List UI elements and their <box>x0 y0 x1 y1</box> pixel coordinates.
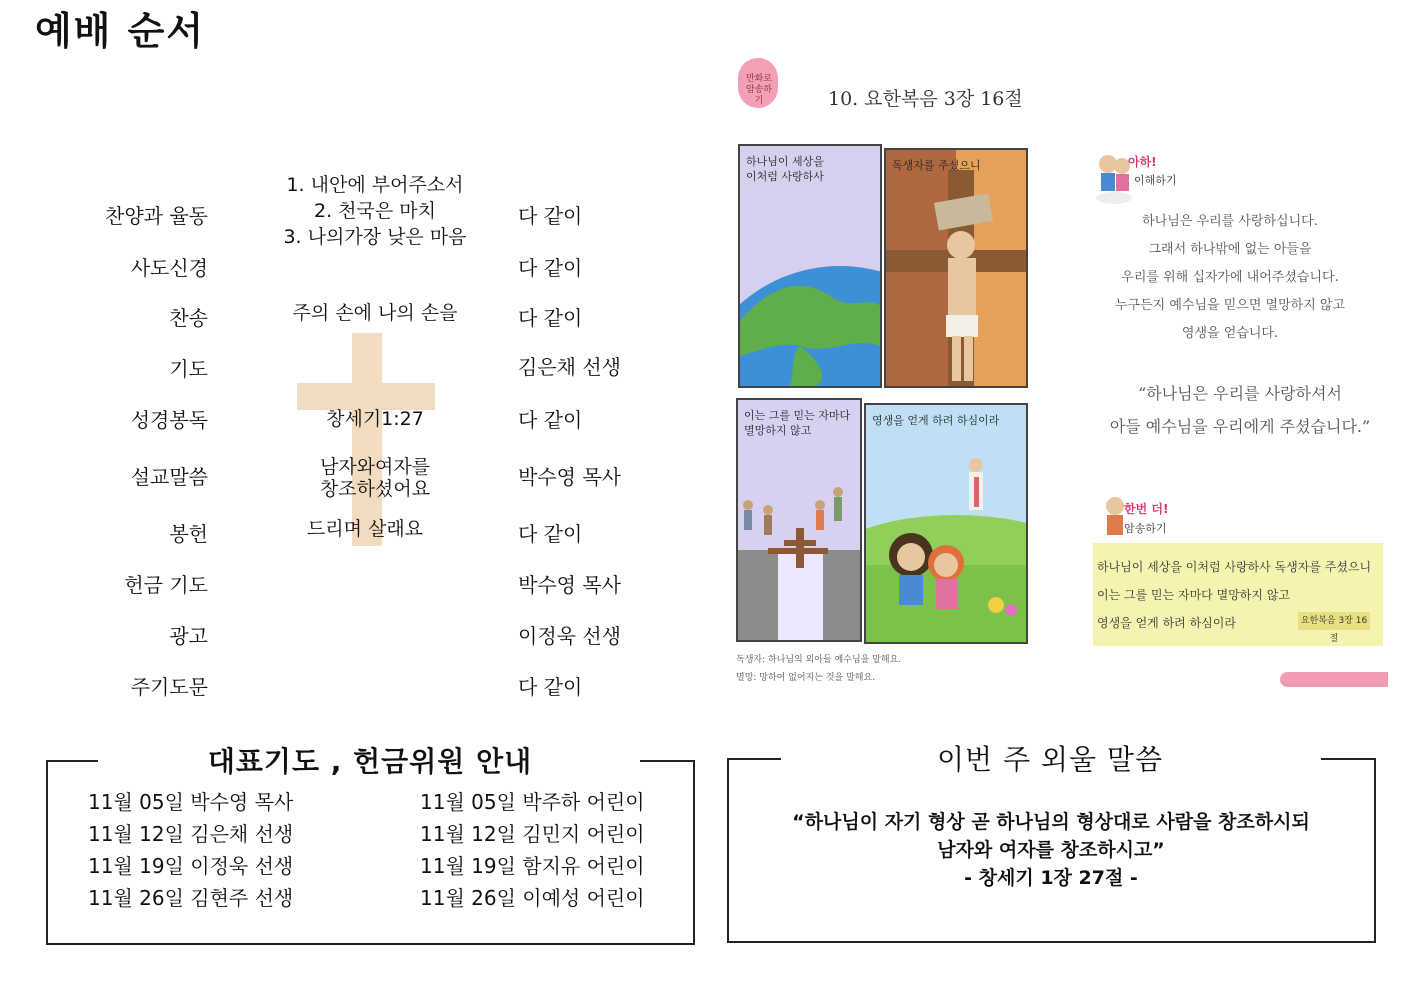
key-quote-line: “하나님은 우리를 사랑하셔서 <box>1138 384 1342 403</box>
row-label: 찬양과 율동 <box>105 204 208 228</box>
row-label: 성경봉독 <box>130 408 208 432</box>
box-top-right-line <box>640 760 693 762</box>
row-leader: 다 같이 <box>518 522 583 546</box>
row-mid: 창세기1:27 <box>326 408 424 430</box>
recite-line: 하나님이 세상을 이처럼 사랑하사 독생자를 주셨으니 <box>1097 560 1372 574</box>
row-leader: 박수영 목사 <box>518 465 621 489</box>
recite-tag: 한번 더! <box>1124 502 1169 516</box>
panel-caption: 이는 그를 믿는 자마다 멸망하지 않고 <box>744 409 851 437</box>
row-leader: 박수영 목사 <box>518 573 621 597</box>
row-mid: 드리며 살래요 <box>306 518 424 540</box>
row-label: 사도신경 <box>130 256 208 280</box>
schedule-item: 11월 19일 이정욱 선생 <box>88 854 294 878</box>
song-line: 2. 천국은 마치 <box>314 200 436 222</box>
worship-title: 예배 순서 <box>34 9 206 53</box>
song-line: 1. 내안에 부어주소서 <box>286 174 464 196</box>
row-label: 설교말씀 <box>130 465 208 489</box>
crucifixion-illustration <box>886 150 1026 386</box>
understand-label: 이해하기 <box>1134 174 1177 187</box>
comic-panel-cross <box>884 148 1028 388</box>
understand-text: 하나님은 우리를 사랑하십니다. 그래서 하나밖에 없는 아들을 우리를 위해 십자가에 내어주셨습니다. 누구든지 예수님을 믿으면 멸망하지 않고 영생을 얻습니다. <box>1114 214 1345 341</box>
row-leader: 다 같이 <box>518 408 583 432</box>
verse-box-title: 이번 주 외울 말씀 <box>936 743 1164 776</box>
footnote: 독생자: 하나님의 외아들 예수님을 말해요. <box>736 655 902 665</box>
row-label: 주기도문 <box>130 675 208 699</box>
footnote: 멸망: 망하여 없어지는 것을 말해요. <box>736 673 876 683</box>
badge-text: 만화로 암송하기 <box>745 74 773 106</box>
schedule-item: 11월 19일 함지유 어린이 <box>420 854 645 878</box>
recite-line: 영생을 얻게 하려 하심이라 <box>1097 616 1236 630</box>
comic-panel-bridge <box>736 398 862 642</box>
row-leader: 다 같이 <box>518 204 583 228</box>
row-leader: 이정욱 선생 <box>518 624 621 648</box>
row-label: 광고 <box>169 624 208 648</box>
comic-title: 10. 요한복음 3장 16절 <box>828 88 1023 110</box>
row-label: 찬송 <box>169 306 208 330</box>
joyful-kids-illustration <box>866 405 1026 642</box>
schedule-item: 11월 05일 박주하 어린이 <box>420 790 645 814</box>
key-quote-line: 아들 예수님을 우리에게 주셨습니다.” <box>1109 417 1371 436</box>
box-top-left-line <box>46 760 98 762</box>
comic-panel-world <box>738 144 882 388</box>
panel-caption: 하나님이 세상을 이처럼 사랑하사 <box>746 155 824 183</box>
pink-tab <box>1280 672 1388 687</box>
box-top-left-line <box>727 758 781 760</box>
box-top-right-line <box>1321 758 1374 760</box>
understand-tag: 아하! <box>1128 155 1157 169</box>
recite-line: 이는 그를 믿는 자마다 멸망하지 않고 <box>1097 588 1290 602</box>
sermon-line: 창조하셨어요 <box>319 478 431 500</box>
schedule-item: 11월 26일 이예성 어린이 <box>420 886 645 910</box>
schedule-item: 11월 12일 김은채 선생 <box>88 822 294 846</box>
comic-panel-life <box>864 403 1028 644</box>
cross-vertical <box>352 333 382 546</box>
recite-reference: 요한복음 3장 16절 <box>1298 612 1370 630</box>
row-label: 기도 <box>169 357 208 381</box>
sermon-line: 남자와여자를 <box>319 456 431 478</box>
song-line: 3. 나의가장 낮은 마음 <box>283 226 467 248</box>
prayer-box-title: 대표기도 , 헌금위원 안내 <box>207 745 533 778</box>
offering-schedule <box>420 786 645 914</box>
row-leader: 김은채 선생 <box>518 355 621 379</box>
row-leader: 다 같이 <box>518 256 583 280</box>
recite-label: 암송하기 <box>1124 522 1167 535</box>
row-leader: 다 같이 <box>518 675 583 699</box>
row-label: 헌금 기도 <box>124 573 208 597</box>
panel-caption: 독생자를 주셨으니 <box>892 159 981 172</box>
panel-caption: 영생을 얻게 하려 하심이라 <box>872 414 1000 427</box>
prayer-schedule <box>88 786 293 914</box>
memory-verse: “하나님이 자기 형상 곧 하나님의 형상대로 사람을 창조하시되 남자와 여자를 창조하시고” - 창세기 1장 27절 - <box>792 811 1310 889</box>
schedule-item: 11월 26일 김현주 선생 <box>88 886 294 910</box>
row-mid <box>250 172 500 250</box>
row-label: 봉헌 <box>169 522 208 546</box>
row-mid: 주의 손에 나의 손을 <box>292 302 458 324</box>
row-mid <box>250 456 500 500</box>
row-leader: 다 같이 <box>518 306 583 330</box>
schedule-item: 11월 12일 김민지 어린이 <box>420 822 645 846</box>
schedule-item: 11월 05일 박수영 목사 <box>88 790 294 814</box>
